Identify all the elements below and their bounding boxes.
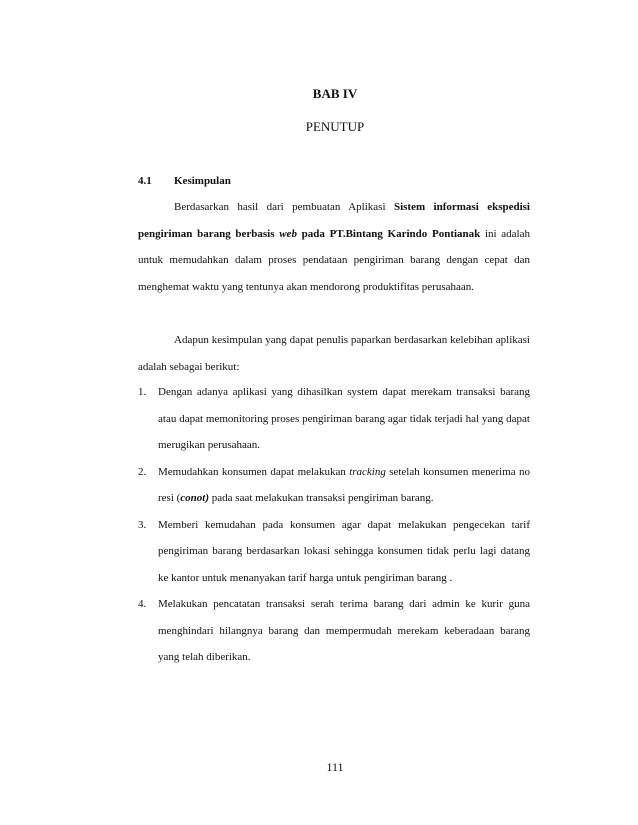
list-item-italic: tracking <box>349 465 386 478</box>
section-heading <box>138 175 231 187</box>
paragraph-intro <box>138 194 530 300</box>
section-number: 4.1 <box>138 175 152 187</box>
paragraph-intro-bold-2: pada PT.Bintang Karindo Pontianak <box>296 227 481 240</box>
paragraph-conclusion-intro: Adapun kesimpulan yang dapat penulis paparkan berdasarkan kelebihan aplikasi adalah sebagai berikut: <box>138 334 530 373</box>
page-number: 111 <box>326 760 344 774</box>
list-item-text: Memberi kemudahan pada konsumen agar dapat melakukan pengecekan tarif pengiriman barang berdasarkan lokasi sehingga konsumen tidak perlu lagi datang ke kantor untuk menanyakan tarif harga untuk pengiriman barang . <box>158 518 530 584</box>
section-title: Kesimpulan <box>174 175 231 187</box>
list-item-text: Dengan adanya aplikasi yang dihasilkan system dapat merekam transaksi barang atau dapat memonitoring proses pengiriman barang agar tidak terjadi hal yang dapat merugikan perusahaan. <box>158 386 530 451</box>
list-item <box>138 379 530 459</box>
chapter-title: PENUTUP <box>305 119 365 134</box>
list-item <box>138 591 530 671</box>
paragraph-intro-text-1: Berdasarkan hasil dari pembuatan Aplikasi <box>174 201 394 213</box>
list-item <box>138 459 530 512</box>
list-item-bold-italic: conot) <box>180 492 210 504</box>
paragraph-intro-text-2: ini adalah untuk memudahkan dalam proses pendataan pengiriman barang dengan cepat dan menghemat waktu yang tentunya akan mendorong produktifitas perusahaan. <box>138 227 530 293</box>
chapter-heading: BAB IV <box>312 86 358 101</box>
list-item-text-part: setelah konsumen menerima no resi ( <box>158 465 530 504</box>
list-item <box>138 512 530 592</box>
list-item-number: 4. <box>138 598 147 610</box>
list-item-text-part: pada saat melakukan transaksi pengiriman barang. <box>209 492 434 504</box>
list-item-number: 2. <box>138 465 147 478</box>
list-item-number: 3. <box>138 518 147 531</box>
list-item-text: Melakukan pencatatan transaksi serah terima barang dari admin ke kurir guna menghindari hilangnya barang dan mempermudah merekam keberadaan barang yang telah diberikan. <box>158 598 530 663</box>
list-item-text-part: Memudahkan konsumen dapat melakukan <box>158 465 350 478</box>
paragraph-intro-bold-italic: web <box>279 227 297 240</box>
conclusion-list <box>138 379 530 671</box>
list-item-text <box>158 459 530 512</box>
paragraph-intro-bold-1: Sistem informasi ekspedisi pengiriman barang berbasis <box>138 201 530 240</box>
list-item-number: 1. <box>138 386 147 398</box>
